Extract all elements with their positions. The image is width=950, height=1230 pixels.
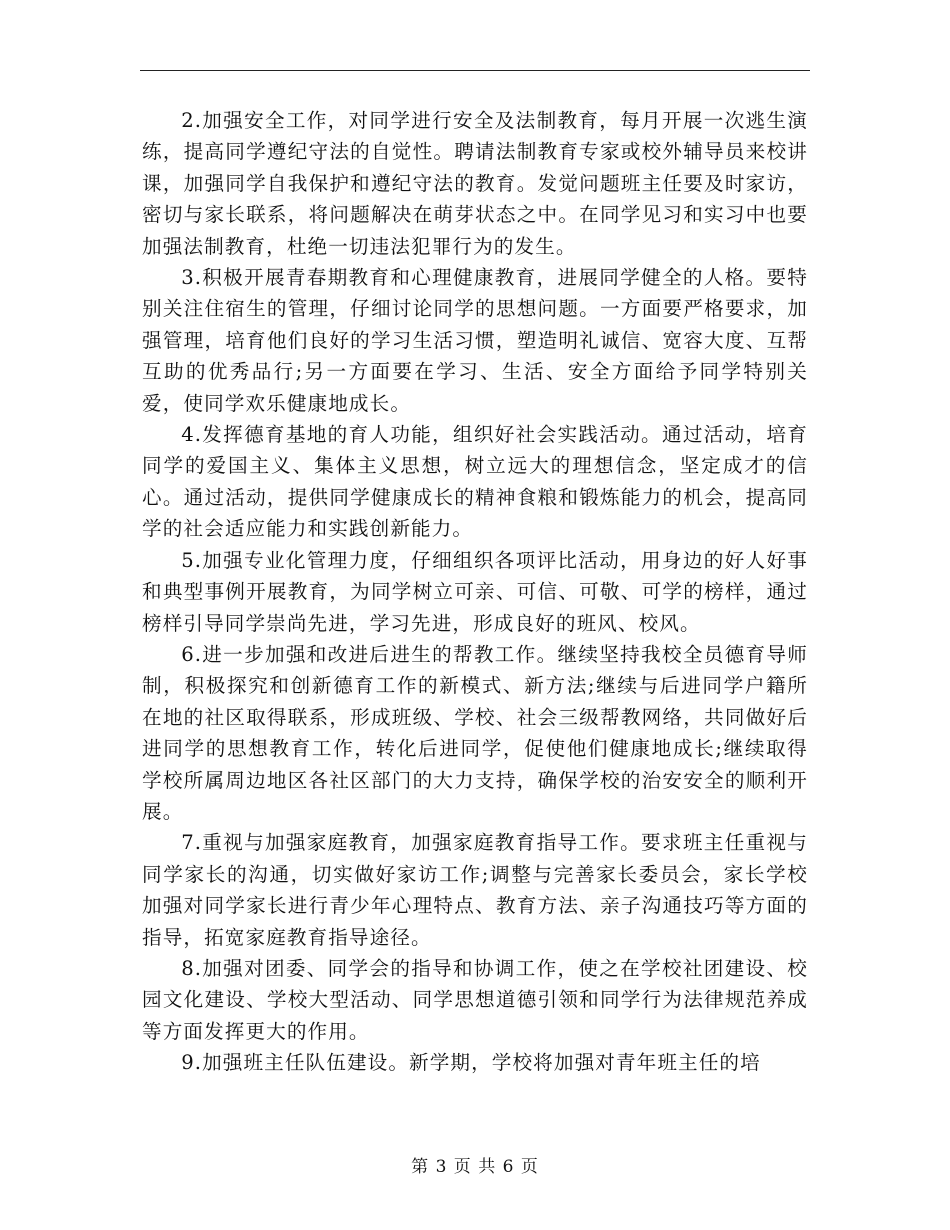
paragraph-4: 4.发挥德育基地的育人功能，组织好社会实践活动。通过活动，培育同学的爱国主义、集体主义思想，树立远大的理想信念，坚定成才的信心。通过活动，提供同学健康成长的精神食粮和锻炼能力的机会，提高同学的社会适应能力和实践创新能力。: [142, 423, 808, 541]
paragraph-2: 2.加强安全工作，对同学进行安全及法制教育，每月开展一次逃生演练，提高同学遵纪守法的自觉性。聘请法制教育专家或校外辅导员来校讲课，加强同学自我保护和遵纪守法的教育。发觉问题班主任要及时家访，密切与家长联系，将问题解决在萌芽状态之中。在同学见习和实习中也要加强法制教育，杜绝一切违法犯罪行为的发生。: [142, 109, 808, 258]
paragraph-6: 6.进一步加强和改进后进生的帮教工作。继续坚持我校全员德育导师制，积极探究和创新德育工作的新模式、新方法;继续与后进同学户籍所在地的社区取得联系，形成班级、学校、社会三级帮教网络，共同做好后进同学的思想教育工作，转化后进同学，促使他们健康地成长;继续取得学校所属周边地区各社区部门的大力支持，确保学校的治安安全的顺利开展。: [142, 642, 808, 823]
paragraph-9: 9.加强班主任队伍建设。新学期，学校将加强对青年班主任的培: [181, 1051, 761, 1075]
header-rule: [140, 70, 810, 71]
paragraph-5: 5.加强专业化管理力度，仔细组织各项评比活动，用身边的好人好事和典型事例开展教育，为同学树立可亲、可信、可敬、可学的榜样，通过榜样引导同学崇尚先进，学习先进，形成良好的班风、校风。: [142, 548, 808, 635]
paragraph-8: 8.加强对团委、同学会的指导和协调工作，使之在学校社团建设、校园文化建设、学校大型活动、同学思想道德引领和同学行为法律规范养成等方面发挥更大的作用。: [142, 956, 808, 1043]
page-number-footer: 第 3 页 共 6 页: [411, 1157, 539, 1177]
document-body: [142, 105, 808, 1079]
paragraph-3: 3.积极开展青春期教育和心理健康教育，进展同学健全的人格。要特别关注住宿生的管理，仔细讨论同学的思想问题。一方面要严格要求，加强管理，培育他们良好的学习生活习惯，塑造明礼诚信、宽容大度、互帮互助的优秀品行;另一方面要在学习、生活、安全方面给予同学特别关爱，使同学欢乐健康地成长。: [142, 266, 808, 415]
paragraph-7: 7.重视与加强家庭教育，加强家庭教育指导工作。要求班主任重视与同学家长的沟通，切实做好家访工作;调整与完善家长委员会，家长学校加强对同学家长进行青少年心理特点、教育方法、亲子沟通技巧等方面的指导，拓宽家庭教育指导途径。: [142, 831, 808, 949]
